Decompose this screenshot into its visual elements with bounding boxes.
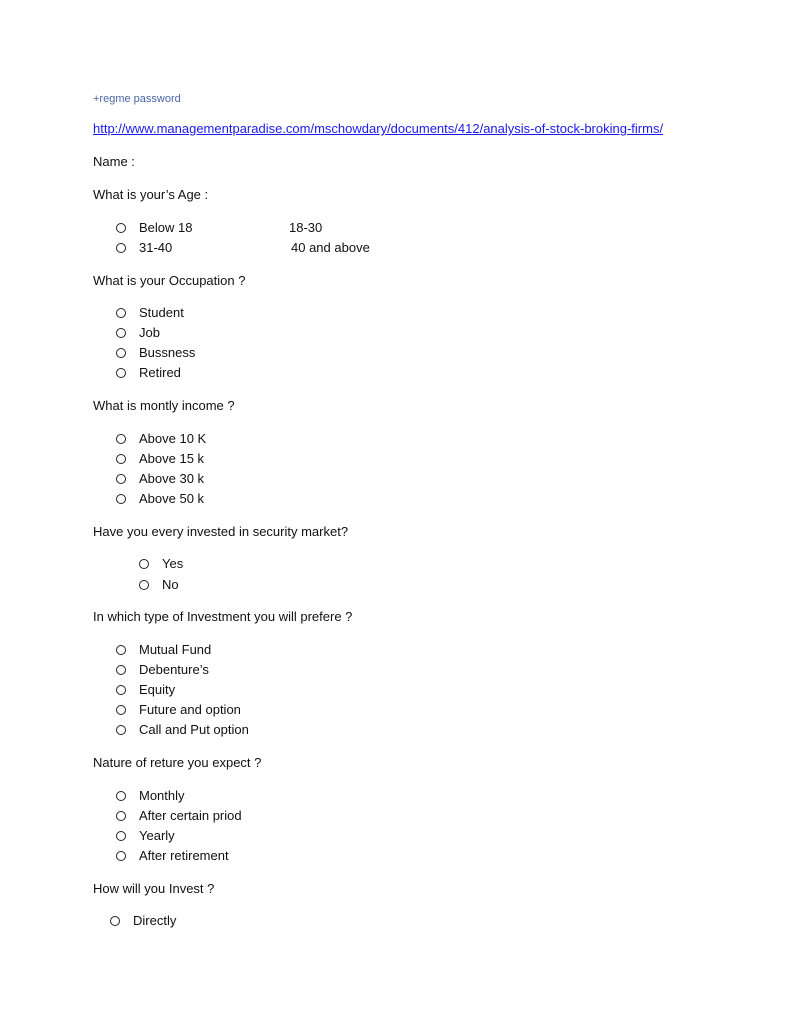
income-option: Above 50 k	[139, 491, 205, 506]
question-investment-type: In which type of Investment you will prefere ?	[93, 609, 353, 624]
occupation-option: Job	[139, 325, 160, 340]
question-return: Nature of reture you expect ?	[93, 755, 262, 770]
age-option-below-18: Below 18	[139, 220, 193, 235]
bullet-icon	[116, 240, 126, 256]
age-option-40-above: 40 and above	[291, 240, 370, 255]
bullet-icon	[116, 702, 126, 718]
investment-option: Equity	[139, 682, 176, 697]
investment-option: Mutual Fund	[139, 642, 212, 657]
invest-how-option: Directly	[133, 913, 177, 928]
bullet-icon	[116, 491, 126, 507]
bullet-icon	[116, 365, 126, 381]
occupation-option: Student	[139, 305, 184, 320]
investment-option: Debenture’s	[139, 662, 209, 677]
name-label: Name :	[93, 154, 135, 169]
return-option: Monthly	[139, 788, 185, 803]
bullet-icon	[116, 220, 126, 236]
bullet-icon	[116, 642, 126, 658]
bullet-icon	[116, 722, 126, 738]
occupation-option: Bussness	[139, 345, 196, 360]
bullet-icon	[110, 913, 120, 929]
bullet-icon	[116, 788, 126, 804]
age-option-31-40: 31-40	[139, 240, 173, 255]
question-invested: Have you every invested in security market?	[93, 524, 349, 539]
bullet-icon	[116, 305, 126, 321]
header-note: +regme password	[93, 93, 181, 105]
question-income: What is montly income ?	[93, 398, 235, 413]
bullet-icon	[116, 808, 126, 824]
bullet-icon	[139, 577, 149, 593]
bullet-icon	[116, 662, 126, 678]
income-option: Above 10 K	[139, 431, 207, 446]
investment-option: Future and option	[139, 702, 241, 717]
occupation-option: Retired	[139, 365, 181, 380]
bullet-icon	[116, 431, 126, 447]
investment-option: Call and Put option	[139, 722, 249, 737]
age-option-18-30: 18-30	[289, 220, 323, 235]
income-option: Above 15 k	[139, 451, 205, 466]
return-option: After certain priod	[139, 808, 242, 823]
question-age: What is your’s Age :	[93, 187, 209, 202]
document-link[interactable]: http://www.managementparadise.com/mschowdary/documents/412/analysis-of-stock-broking-firms/	[93, 121, 664, 136]
bullet-icon	[116, 345, 126, 361]
bullet-icon	[116, 451, 126, 467]
bullet-icon	[116, 828, 126, 844]
bullet-icon	[139, 556, 149, 572]
bullet-icon	[116, 682, 126, 698]
bullet-icon	[116, 471, 126, 487]
invested-option-no: No	[162, 577, 179, 592]
question-occupation: What is your Occupation ?	[93, 273, 246, 288]
return-option: Yearly	[139, 828, 175, 843]
bullet-icon	[116, 848, 126, 864]
return-option: After retirement	[139, 848, 229, 863]
bullet-icon	[116, 325, 126, 341]
question-invest-how: How will you Invest ?	[93, 881, 215, 896]
income-option: Above 30 k	[139, 471, 205, 486]
invested-option-yes: Yes	[162, 556, 184, 571]
